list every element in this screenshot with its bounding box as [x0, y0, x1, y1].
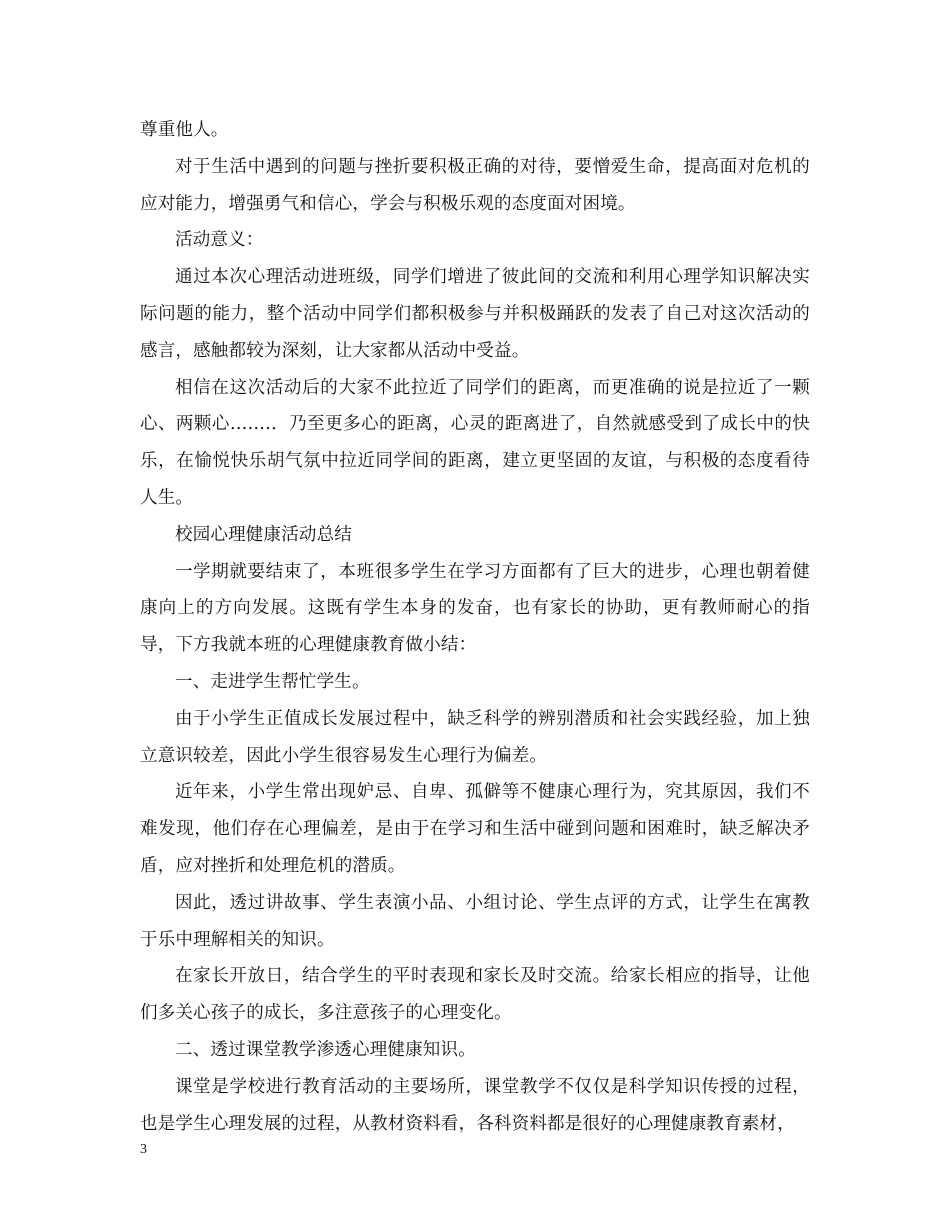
paragraph-4: 通过本次心理活动进班级，同学们增进了彼此间的交流和利用心理学知识解决实际问题的能力，整个活动中同学们都积极参与并积极踊跃的发表了自己对这次活动的感言，感触都较为深刻，让大家都从活动中受益。: [140, 267, 810, 361]
document-body: [140, 112, 810, 1142]
paragraph-5: 相信在这次活动后的大家不此拉近了同学们的距离，而更准确的说是拉近了一颗心、两颗心…….．乃至更多心的距离，心灵的距离进了，自然就感受到了成长中的快乐，在愉悦快乐胡气氛中拉近同学间的距离，建立更坚固的友谊，与积极的态度看待人生。: [140, 377, 810, 508]
heading-2: 二、透过课堂教学渗透心理健康知识。: [175, 1039, 476, 1060]
paragraph-3: 活动意义：: [175, 230, 264, 251]
paragraph-14: 课堂是学校进行教育活动的主要场所，课堂教学不仅仅是科学知识传授的过程，也是学生心理发展的过程，从教材资料看，各科资料都是很好的心理健康教育素材，: [140, 1076, 810, 1134]
paragraph-12: 在家长开放日，结合学生的平时表现和家长及时交流。给家长相应的指导，让他们多关心孩子的成长，多注意孩子的心理变化。: [140, 966, 810, 1024]
paragraph-1: 尊重他人。: [140, 120, 229, 140]
page-number: 3: [140, 1142, 147, 1157]
section-title: 校园心理健康活动总结: [175, 524, 352, 545]
paragraph-7: 一学期就要结束了，本班很多学生在学习方面都有了巨大的进步，心理也朝着健康向上的方向发展。这既有学生本身的发奋，也有家长的协助，更有教师耐心的指导，下方我就本班的心理健康教育做小结：: [140, 561, 810, 656]
paragraph-9: 由于小学生正值成长发展过程中，缺乏科学的辨别潜质和社会实践经验，加上独立意识较差，因此小学生很容易发生心理行为偏差。: [140, 708, 810, 766]
paragraph-11: 因此，透过讲故事、学生表演小品、小组讨论、学生点评的方式，让学生在寓教于乐中理解相关的知识。: [140, 892, 810, 950]
heading-1: 一、走进学生帮忙学生。: [175, 671, 370, 692]
paragraph-10: 近年来，小学生常出现妒忌、自卑、孤僻等不健康心理行为，究其原因，我们不难发现，他们存在心理偏差，是由于在学习和生活中碰到问题和困难时，缺乏解决矛盾，应对挫折和处理危机的潜质。: [140, 782, 810, 876]
paragraph-2: 对于生活中遇到的问题与挫折要积极正确的对待，要憎爱生命，提高面对危机的应对能力，增强勇气和信心，学会与积极乐观的态度面对困境。: [140, 156, 810, 214]
